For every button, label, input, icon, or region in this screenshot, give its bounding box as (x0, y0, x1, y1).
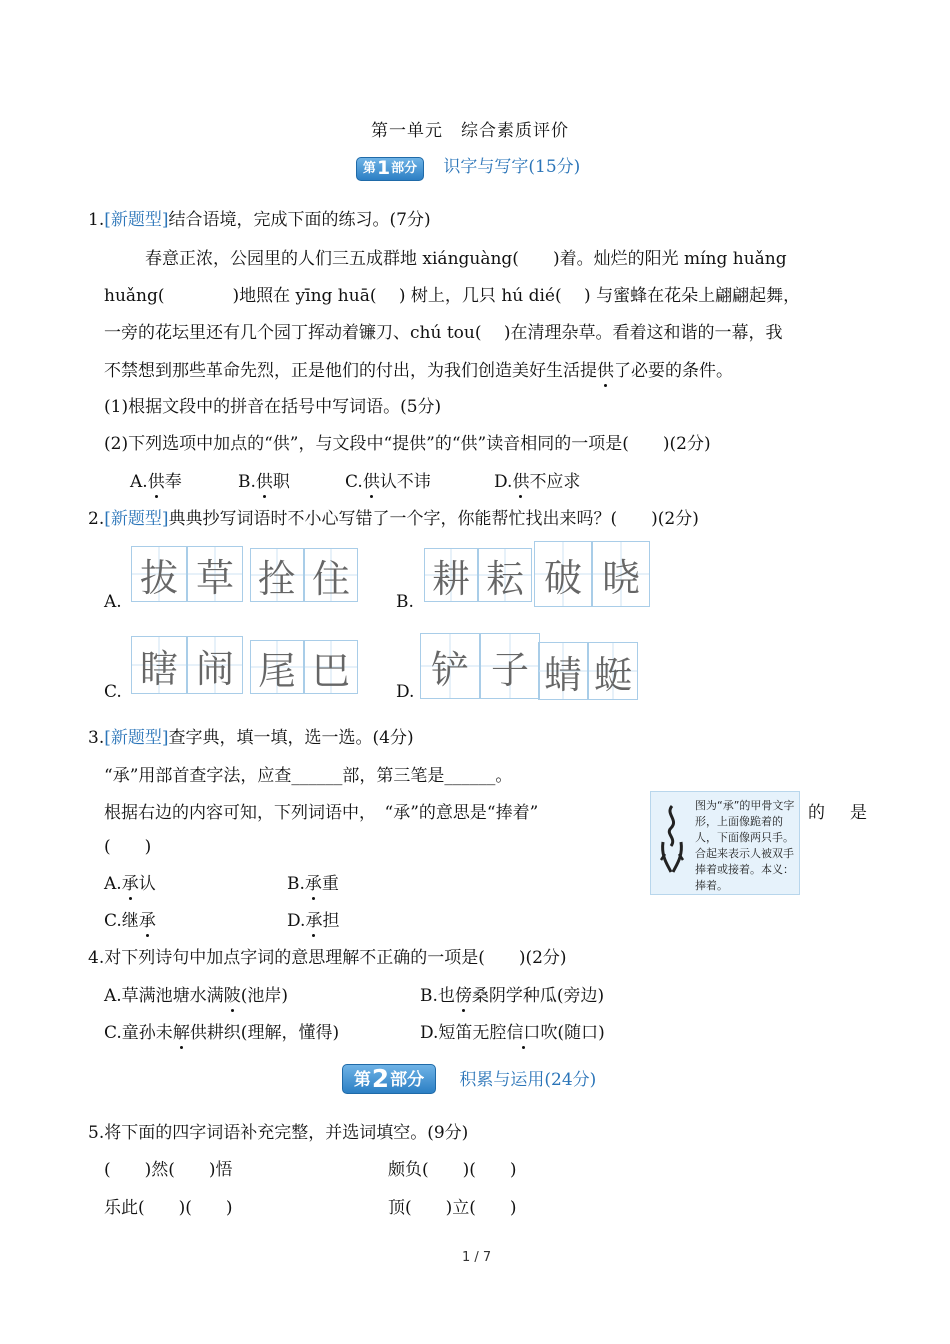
part2-banner (342, 1064, 596, 1094)
q1-para-line1: 春意正浓，公园里的人们三五成群地 xiánguàng( )着。灿烂的阳光 míng huǎng (145, 249, 787, 269)
q3-stem: 3.[新题型]查字典，填一填，选一选。(4分) (88, 728, 414, 748)
q3-line2: 根据右边的内容可知，下列词语中， “承”的意思是“捧着” (104, 803, 539, 823)
q1-para-line4: 不禁想到那些革命先烈，正是他们的付出，为我们创造美好生活提供了必要的条件。 (104, 356, 733, 381)
q4-option-c: C.童孙未解供耕织(理解，懂得) (104, 1018, 339, 1043)
page-title: 第一单元 综合素质评价 (371, 121, 569, 141)
part1-title: 识字与写字(15分) (443, 157, 581, 177)
q1-option-a: A.供奉 (130, 467, 182, 492)
q3-option-b: B.承重 (287, 869, 339, 894)
char-cell: 尾 (250, 640, 304, 694)
part2-title: 积累与运用(24分) (459, 1070, 597, 1090)
q2-option-a-word2 (250, 548, 358, 602)
q5-stem: 5.将下面的四字词语补充完整，并选词填空。(9分) (88, 1123, 469, 1143)
q3-option-c: C.继承 (104, 906, 156, 931)
q2-option-a-label: A. (104, 592, 122, 612)
q2-option-d-word1 (420, 633, 540, 699)
q4-option-d: D.短笛无腔信口吹(随口) (420, 1018, 605, 1043)
q3-option-d: D.承担 (287, 906, 339, 931)
char-cell: 住 (304, 548, 358, 602)
q2-stem: 2.[新题型]典典抄写词语时不小心写错了一个字，你能帮忙找出来吗？( )(2分) (88, 509, 699, 529)
q1-option-d: D.供不应求 (494, 467, 580, 492)
part2-badge: 第2部分 (342, 1064, 436, 1094)
q2-option-c-label: C. (104, 682, 122, 702)
char-cell: 耘 (478, 548, 532, 602)
char-cell: 耕 (424, 548, 478, 602)
q2-option-b-label: B. (396, 592, 414, 612)
oracle-bone-note-text: 图为“承”的甲骨文字形，上面像跪着的人，下面像两只手。合起来表示人被双手捧着或接着。本义：捧着。 (695, 799, 795, 892)
q5-row1-a: ( )然( )悟 (104, 1160, 233, 1180)
char-cell: 拴 (250, 548, 304, 602)
q4-option-a: A.草满池塘水满陂(池岸) (104, 981, 288, 1006)
q2-option-d-word2 (538, 642, 638, 700)
q2-option-c-word2 (250, 640, 358, 694)
char-cell: 拔 (131, 546, 187, 602)
q3-option-a: A.承认 (104, 869, 156, 894)
part1-banner (356, 152, 580, 181)
char-cell: 巴 (304, 640, 358, 694)
q5-row2-b: 顶( )立( ) (388, 1198, 517, 1218)
q3-line2-end: 的 是 (808, 803, 871, 823)
q1-option-c: C.供认不讳 (345, 467, 431, 492)
char-cell: 破 (534, 541, 592, 607)
q4-stem: 4.对下列诗句中加点字词的意思理解不正确的一项是( )(2分) (88, 948, 567, 968)
q3-line1: “承”用部首查字法，应查______部，第三笔是______。 (104, 766, 513, 786)
q1-para-line2: huǎng( )地照在 yīng huā( ) 树上，几只 hú dié( ) 与蜜蜂在花朵上翩翩起舞， (104, 286, 801, 306)
char-cell: 闹 (187, 636, 243, 694)
q3-line3: ( ) (104, 837, 152, 857)
q2-option-d-label: D. (396, 682, 415, 702)
q2-option-a-word1 (131, 546, 243, 602)
char-cell: 晓 (592, 541, 650, 607)
q5-row1-b: 颇负( )( ) (388, 1160, 517, 1180)
q2-option-b-word2 (534, 541, 650, 607)
char-cell: 蜓 (588, 642, 638, 700)
q1-sub1: (1)根据文段中的拼音在括号中写词语。(5分) (104, 397, 442, 417)
q1-stem: 1.[新题型]结合语境，完成下面的练习。(7分) (88, 210, 431, 230)
q2-option-b-word1 (424, 548, 532, 602)
q5-row2-a: 乐此( )( ) (104, 1198, 233, 1218)
page-number: 1 / 7 (462, 1250, 492, 1265)
char-cell: 瞎 (131, 636, 187, 694)
q1-sub2: (2)下列选项中加点的“供”，与文段中“提供”的“供”读音相同的一项是( )(2分) (104, 434, 711, 454)
char-cell: 子 (480, 633, 540, 699)
q1-para-line3: 一旁的花坛里还有几个园丁挥动着镰刀、chú tou( )在清理杂草。看着这和谐的一幕，我 (104, 323, 783, 343)
q1-option-b: B.供职 (238, 467, 290, 492)
char-cell: 蜻 (538, 642, 588, 700)
q4-option-b: B.也傍桑阴学种瓜(旁边) (420, 981, 604, 1006)
oracle-bone-glyph-icon (659, 802, 685, 882)
q2-option-c-word1 (131, 636, 243, 694)
oracle-bone-note (650, 791, 800, 895)
char-cell: 草 (187, 546, 243, 602)
char-cell: 铲 (420, 633, 480, 699)
part1-badge: 第1部分 (356, 157, 424, 181)
